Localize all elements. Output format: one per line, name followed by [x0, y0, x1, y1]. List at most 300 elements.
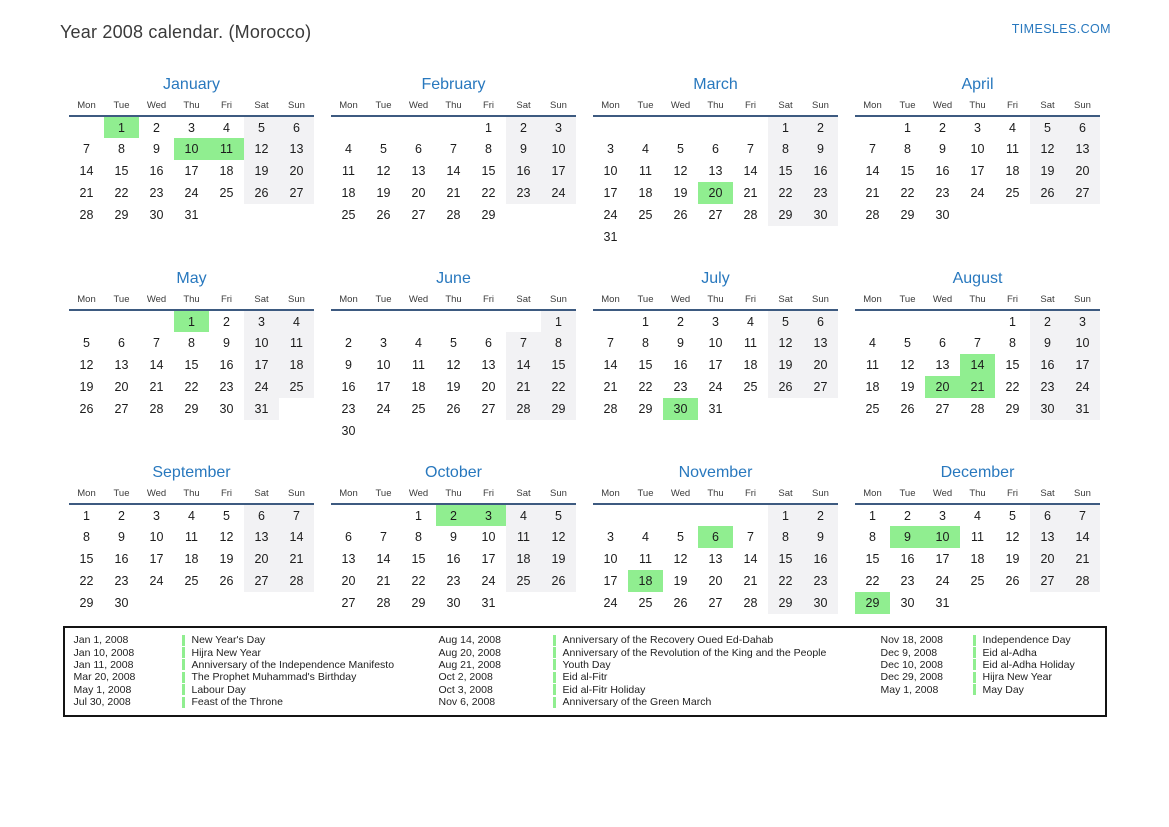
day-cell: 8: [188, 336, 195, 350]
day-cell: 23: [900, 574, 915, 588]
day-cell: 27: [803, 376, 838, 398]
month-table: [855, 294, 1100, 420]
empty-day-cell: [174, 592, 209, 614]
day-cell: 23: [803, 570, 838, 592]
site-link[interactable]: TIMESLES.COM: [1011, 22, 1111, 36]
day-cell: 22: [481, 186, 496, 200]
day-cell: 2: [803, 504, 838, 526]
legend-holiday-name: Anniversary of the Recovery Oued Ed-Dahab: [562, 634, 774, 647]
day-cell: 6: [712, 142, 719, 156]
holiday-day-cell: 2: [436, 504, 471, 526]
month-title: May: [176, 270, 207, 287]
month-table: [855, 100, 1100, 226]
empty-day-cell: [69, 310, 104, 332]
legend-holiday-name: Eid al-Fitr: [562, 671, 608, 684]
day-cell: 7: [83, 142, 90, 156]
holiday-marker-icon: [973, 672, 976, 683]
empty-day-cell: [733, 398, 768, 420]
weekday-header: Fri: [209, 294, 244, 310]
legend-holiday-name: Hijra New Year: [191, 646, 261, 659]
empty-day-cell: [995, 592, 1030, 614]
day-cell: 10: [603, 164, 618, 178]
day-cell: 12: [244, 138, 279, 160]
day-cell: 23: [506, 182, 541, 204]
month-table: [331, 488, 576, 614]
day-cell: 1: [83, 508, 90, 523]
week-row: [855, 116, 1100, 138]
empty-day-cell: [768, 226, 803, 248]
empty-day-cell: [331, 116, 366, 138]
day-cell: 8: [83, 530, 90, 544]
day-cell: 8: [904, 142, 911, 156]
empty-day-cell: [593, 310, 628, 332]
day-cell: 28: [279, 570, 314, 592]
day-cell: 15: [900, 164, 915, 178]
day-cell: 26: [219, 574, 234, 588]
day-cell: 4: [747, 314, 754, 329]
weekday-header: Wed: [401, 294, 436, 310]
holiday-day-cell: 30: [663, 398, 698, 420]
day-cell: 7: [380, 530, 387, 544]
day-cell: 11: [866, 358, 879, 372]
month-block-february: [331, 75, 576, 226]
day-cell: 30: [219, 402, 234, 416]
week-row: [593, 332, 838, 354]
weekday-header: Mon: [593, 100, 628, 116]
day-cell: 15: [79, 552, 94, 566]
day-cell: 24: [184, 186, 199, 200]
weekday-header-row: [855, 100, 1100, 116]
week-row: [855, 570, 1100, 592]
day-cell: 3: [1065, 310, 1100, 332]
legend-entry: [74, 684, 439, 696]
day-cell: 27: [481, 402, 496, 416]
weekday-header-row: [331, 488, 576, 504]
day-cell: 27: [114, 402, 129, 416]
week-row: [855, 354, 1100, 376]
empty-day-cell: [803, 398, 838, 420]
day-cell: 5: [904, 336, 911, 350]
weekday-header: Sun: [279, 488, 314, 504]
weekday-header: Tue: [628, 488, 663, 504]
week-row: [331, 160, 576, 182]
holiday-marker-icon: [553, 647, 556, 658]
weekday-header: Sun: [541, 488, 576, 504]
weekday-header: Thu: [436, 488, 471, 504]
day-cell: 6: [1065, 116, 1100, 138]
empty-day-cell: [331, 504, 366, 526]
day-cell: 19: [768, 354, 803, 376]
day-cell: 16: [114, 552, 129, 566]
day-cell: 28: [1065, 570, 1100, 592]
day-cell: 10: [708, 336, 723, 350]
legend-holiday-name: Eid al-Adha Holiday: [982, 658, 1075, 671]
legend-date: Dec 10, 2008: [880, 658, 943, 671]
empty-day-cell: [139, 310, 174, 332]
day-cell: 20: [1065, 160, 1100, 182]
day-cell: 5: [541, 504, 576, 526]
month-title: June: [436, 270, 471, 287]
month-title: January: [163, 76, 220, 93]
day-cell: 12: [1005, 530, 1020, 544]
day-cell: 27: [708, 208, 723, 222]
legend-date: Aug 20, 2008: [438, 646, 501, 659]
day-cell: 2: [803, 116, 838, 138]
empty-day-cell: [698, 116, 733, 138]
day-cell: 26: [79, 402, 94, 416]
legend-entry: [439, 659, 881, 671]
empty-day-cell: [733, 504, 768, 526]
month-table: [593, 488, 838, 614]
day-cell: 25: [865, 402, 880, 416]
day-cell: 6: [485, 336, 492, 350]
day-cell: 29: [1005, 402, 1020, 416]
legend-group: [881, 634, 1105, 708]
day-cell: 4: [869, 336, 876, 350]
week-row: [855, 376, 1100, 398]
day-cell: 4: [974, 508, 981, 523]
weekday-header: Sun: [803, 488, 838, 504]
legend-holiday-name: Eid al-Fitr Holiday: [562, 683, 646, 696]
day-cell: 5: [380, 142, 387, 156]
day-cell: 21: [1065, 548, 1100, 570]
weekday-header: Tue: [366, 488, 401, 504]
holiday-day-cell: 3: [471, 504, 506, 526]
weekday-header: Wed: [663, 294, 698, 310]
holiday-day-cell: 10: [174, 138, 209, 160]
day-cell: 7: [747, 530, 754, 544]
empty-day-cell: [1065, 592, 1100, 614]
day-cell: 11: [639, 552, 652, 566]
day-cell: 6: [244, 504, 279, 526]
day-cell: 3: [244, 310, 279, 332]
day-cell: 20: [708, 574, 723, 588]
day-cell: 21: [279, 548, 314, 570]
weekday-header: Sat: [506, 100, 541, 116]
day-cell: 3: [607, 530, 614, 544]
day-cell: 14: [446, 164, 461, 178]
day-cell: 17: [481, 552, 496, 566]
day-cell: 28: [79, 208, 94, 222]
legend-holiday-name: Eid al-Adha: [982, 646, 1037, 659]
weekday-header: Tue: [104, 294, 139, 310]
day-cell: 26: [673, 596, 688, 610]
week-row: [855, 332, 1100, 354]
empty-day-cell: [960, 204, 995, 226]
holiday-day-cell: 1: [104, 116, 139, 138]
day-cell: 15: [481, 164, 496, 178]
empty-day-cell: [628, 116, 663, 138]
empty-day-cell: [628, 226, 663, 248]
empty-day-cell: [663, 226, 698, 248]
day-cell: 16: [673, 358, 688, 372]
empty-day-cell: [436, 420, 471, 442]
day-cell: 30: [114, 596, 129, 610]
week-row: [593, 204, 838, 226]
day-cell: 19: [219, 552, 234, 566]
week-row: [855, 548, 1100, 570]
legend-date: Mar 20, 2008: [73, 671, 136, 684]
day-cell: 19: [244, 160, 279, 182]
week-row: [593, 138, 838, 160]
day-cell: 19: [376, 186, 391, 200]
weekday-header: Fri: [995, 100, 1030, 116]
weekday-header: Thu: [436, 100, 471, 116]
empty-day-cell: [506, 204, 541, 226]
day-cell: 13: [1065, 138, 1100, 160]
day-cell: 18: [638, 186, 653, 200]
day-cell: 5: [677, 530, 684, 544]
day-cell: 6: [415, 142, 422, 156]
weekday-header: Mon: [331, 488, 366, 504]
week-row: [331, 420, 576, 442]
weekday-header: Sat: [506, 488, 541, 504]
weekday-header: Sun: [803, 294, 838, 310]
week-row: [593, 310, 838, 332]
month-title: October: [425, 464, 482, 481]
day-cell: 8: [1009, 336, 1016, 350]
weekday-header: Thu: [698, 294, 733, 310]
day-cell: 24: [970, 186, 985, 200]
weekday-header-row: [331, 294, 576, 310]
empty-day-cell: [209, 592, 244, 614]
day-cell: 11: [744, 336, 757, 350]
day-cell: 15: [411, 552, 426, 566]
weekday-header: Thu: [174, 294, 209, 310]
legend-entry: [74, 634, 439, 646]
day-cell: 13: [411, 164, 426, 178]
day-cell: 21: [506, 376, 541, 398]
day-cell: 16: [803, 548, 838, 570]
weekday-header: Sun: [803, 100, 838, 116]
holiday-day-cell: 11: [209, 138, 244, 160]
day-cell: 22: [541, 376, 576, 398]
day-cell: 22: [638, 380, 653, 394]
day-cell: 4: [279, 310, 314, 332]
weekday-header: Fri: [733, 100, 768, 116]
day-cell: 2: [153, 120, 160, 135]
day-cell: 9: [153, 142, 160, 156]
month-block-may: [69, 269, 314, 420]
weekday-header: Sat: [768, 488, 803, 504]
day-cell: 17: [708, 358, 723, 372]
week-row: [69, 310, 314, 332]
day-cell: 16: [1030, 354, 1065, 376]
week-row: [855, 526, 1100, 548]
week-row: [331, 592, 576, 614]
day-cell: 25: [506, 570, 541, 592]
day-cell: 18: [411, 380, 426, 394]
weekday-header-row: [593, 294, 838, 310]
day-cell: 31: [244, 398, 279, 420]
empty-day-cell: [279, 204, 314, 226]
week-row: [593, 354, 838, 376]
day-cell: 28: [149, 402, 164, 416]
legend-entry: [74, 646, 439, 658]
day-cell: 3: [939, 508, 946, 523]
day-cell: 16: [935, 164, 950, 178]
day-cell: 6: [279, 116, 314, 138]
empty-day-cell: [855, 116, 890, 138]
day-cell: 3: [380, 336, 387, 350]
legend-holiday-name: May Day: [982, 683, 1024, 696]
page-header: [0, 0, 1169, 43]
empty-day-cell: [244, 204, 279, 226]
day-cell: 22: [184, 380, 199, 394]
week-row: [593, 548, 838, 570]
week-row: [331, 310, 576, 332]
day-cell: 18: [865, 380, 880, 394]
weekday-header: Tue: [890, 294, 925, 310]
legend-entry: [881, 684, 1105, 696]
day-cell: 2: [939, 120, 946, 135]
weekday-header: Wed: [139, 294, 174, 310]
day-cell: 17: [970, 164, 985, 178]
day-cell: 4: [415, 336, 422, 350]
day-cell: 6: [803, 310, 838, 332]
day-cell: 1: [768, 504, 803, 526]
week-row: [331, 138, 576, 160]
week-row: [69, 182, 314, 204]
day-cell: 26: [446, 402, 461, 416]
holiday-marker-icon: [182, 659, 185, 670]
weekday-header: Sat: [1030, 100, 1065, 116]
month-table: [69, 100, 314, 226]
day-cell: 5: [450, 336, 457, 350]
day-cell: 7: [153, 336, 160, 350]
legend-date: Aug 14, 2008: [438, 634, 501, 647]
month-block-september: [69, 463, 314, 614]
legend-date: Oct 3, 2008: [438, 683, 493, 696]
month-table: [331, 294, 576, 442]
day-cell: 24: [603, 596, 618, 610]
day-cell: 19: [673, 186, 688, 200]
day-cell: 30: [803, 592, 838, 614]
weekday-header: Tue: [628, 294, 663, 310]
day-cell: 16: [149, 164, 164, 178]
weekday-header: Mon: [69, 294, 104, 310]
empty-day-cell: [401, 310, 436, 332]
day-cell: 31: [184, 208, 199, 222]
weekday-header: Mon: [69, 100, 104, 116]
weekday-header-row: [593, 100, 838, 116]
day-cell: 20: [114, 380, 129, 394]
week-row: [593, 116, 838, 138]
day-cell: 17: [935, 552, 950, 566]
day-cell: 6: [1030, 504, 1065, 526]
empty-day-cell: [803, 226, 838, 248]
day-cell: 10: [541, 138, 576, 160]
day-cell: 7: [869, 142, 876, 156]
day-cell: 7: [279, 504, 314, 526]
legend-entry: [439, 684, 881, 696]
week-row: [331, 332, 576, 354]
day-cell: 29: [638, 402, 653, 416]
day-cell: 24: [149, 574, 164, 588]
week-row: [69, 160, 314, 182]
day-cell: 8: [869, 530, 876, 544]
day-cell: 9: [450, 530, 457, 544]
week-row: [855, 204, 1100, 226]
week-row: [593, 376, 838, 398]
month-table: [855, 488, 1100, 614]
day-cell: 29: [900, 208, 915, 222]
day-cell: 6: [118, 336, 125, 350]
day-cell: 18: [1005, 164, 1020, 178]
week-row: [69, 398, 314, 420]
day-cell: 11: [412, 358, 425, 372]
day-cell: 11: [971, 530, 984, 544]
week-row: [593, 592, 838, 614]
day-cell: 9: [345, 358, 352, 372]
day-cell: 16: [506, 160, 541, 182]
day-cell: 15: [114, 164, 129, 178]
weekday-header: Thu: [960, 100, 995, 116]
empty-day-cell: [1065, 204, 1100, 226]
day-cell: 6: [939, 336, 946, 350]
day-cell: 14: [865, 164, 880, 178]
day-cell: 4: [188, 508, 195, 523]
day-cell: 13: [708, 552, 723, 566]
day-cell: 14: [279, 526, 314, 548]
day-cell: 3: [153, 508, 160, 523]
holiday-day-cell: 21: [960, 376, 995, 398]
weekday-header-row: [69, 488, 314, 504]
day-cell: 31: [603, 230, 618, 244]
day-cell: 4: [506, 504, 541, 526]
day-cell: 12: [541, 526, 576, 548]
day-cell: 12: [673, 164, 688, 178]
legend-holiday-name: Youth Day: [562, 658, 611, 671]
weekday-header: Sat: [244, 488, 279, 504]
day-cell: 23: [673, 380, 688, 394]
day-cell: 23: [935, 186, 950, 200]
weekday-header: Sun: [279, 100, 314, 116]
weekday-header: Mon: [855, 488, 890, 504]
empty-day-cell: [139, 592, 174, 614]
day-cell: 13: [114, 358, 129, 372]
day-cell: 31: [481, 596, 496, 610]
day-cell: 27: [411, 208, 426, 222]
day-cell: 13: [481, 358, 496, 372]
empty-day-cell: [279, 592, 314, 614]
week-row: [331, 526, 576, 548]
day-cell: 10: [1065, 332, 1100, 354]
day-cell: 24: [481, 574, 496, 588]
week-row: [593, 398, 838, 420]
week-row: [69, 354, 314, 376]
day-cell: 6: [345, 530, 352, 544]
day-cell: 28: [446, 208, 461, 222]
day-cell: 9: [506, 138, 541, 160]
week-row: [69, 548, 314, 570]
empty-day-cell: [244, 592, 279, 614]
weekday-header: Thu: [698, 100, 733, 116]
holiday-marker-icon: [973, 659, 976, 670]
day-cell: 27: [708, 596, 723, 610]
day-cell: 7: [747, 142, 754, 156]
legend-date: Aug 21, 2008: [438, 658, 501, 671]
day-cell: 21: [865, 186, 880, 200]
day-cell: 17: [603, 574, 618, 588]
legend-date: Dec 9, 2008: [880, 646, 938, 659]
weekday-header: Fri: [471, 488, 506, 504]
day-cell: 18: [279, 354, 314, 376]
day-cell: 7: [607, 336, 614, 350]
day-cell: 14: [376, 552, 391, 566]
week-row: [69, 332, 314, 354]
month-table: [593, 100, 838, 248]
